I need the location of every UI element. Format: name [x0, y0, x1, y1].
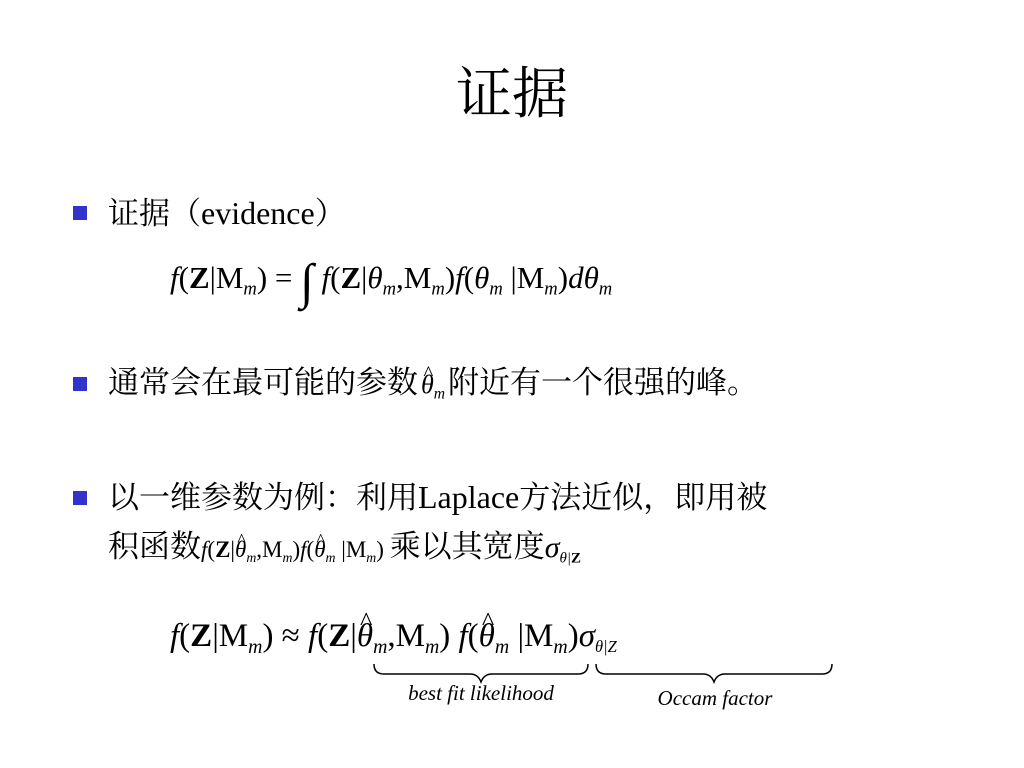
bullet-3-line2-before: 积函数: [108, 529, 201, 565]
bullet-2-before: 通常会在最可能的参数: [108, 365, 418, 401]
bullet-1-latin: evidence: [201, 195, 315, 231]
equation-evidence-integral: $f(Z|M_m)$ = ∫ $f(Z|\theta_m,M_m)f(\theta_m$ $|M_m)d\theta_m$: [170, 253, 613, 309]
bullet-3-line2-after: 乘以其宽度: [389, 529, 545, 565]
bullet-2-after: 附近有一个很强的峰。: [448, 365, 759, 401]
bullet-2-text: [108, 363, 758, 405]
underbrace-left: [374, 664, 588, 682]
brace-label-occam-factor: Occam factor: [657, 686, 773, 710]
bullet-marker: [73, 206, 87, 220]
bullet-1-cn: 证据（: [108, 196, 201, 232]
bullet-marker: [73, 377, 87, 391]
sigma-inline: $\sigma_{\theta|Z}$: [544, 531, 581, 567]
bullet-3-line1-after: 方法近似，即用被: [519, 480, 768, 516]
bullet-3-line1-before: 以一维参数为例：利用: [108, 480, 418, 516]
bullet-3-line1-latin: Laplace: [418, 479, 520, 515]
slide-title: 证据: [456, 62, 568, 127]
underbrace-right: [596, 664, 832, 682]
integrand-inline: f(Z|^ $\theta_m,M_m)f(\^{}$ $\theta_m$ $|M_m$): [201, 537, 390, 562]
brace-label-best-fit-likelihood: best fit likelihood: [408, 681, 554, 705]
theta-hat-inline: ^ $\theta_m$: [421, 370, 445, 399]
bullet-marker: [73, 491, 87, 505]
bullet-1-text: [108, 193, 346, 234]
bullet-3-line1: [108, 477, 767, 518]
bullet-3-line2: [108, 527, 581, 570]
bullet-1-end: ）: [314, 196, 346, 232]
equation-laplace-approx: $f(Z|M_m)$ ≈ f(Z|^ $\theta_m,M_m$) f(^ $\theta_m$ $|M_m)\sigma_{\theta|Z}$: [170, 615, 617, 657]
